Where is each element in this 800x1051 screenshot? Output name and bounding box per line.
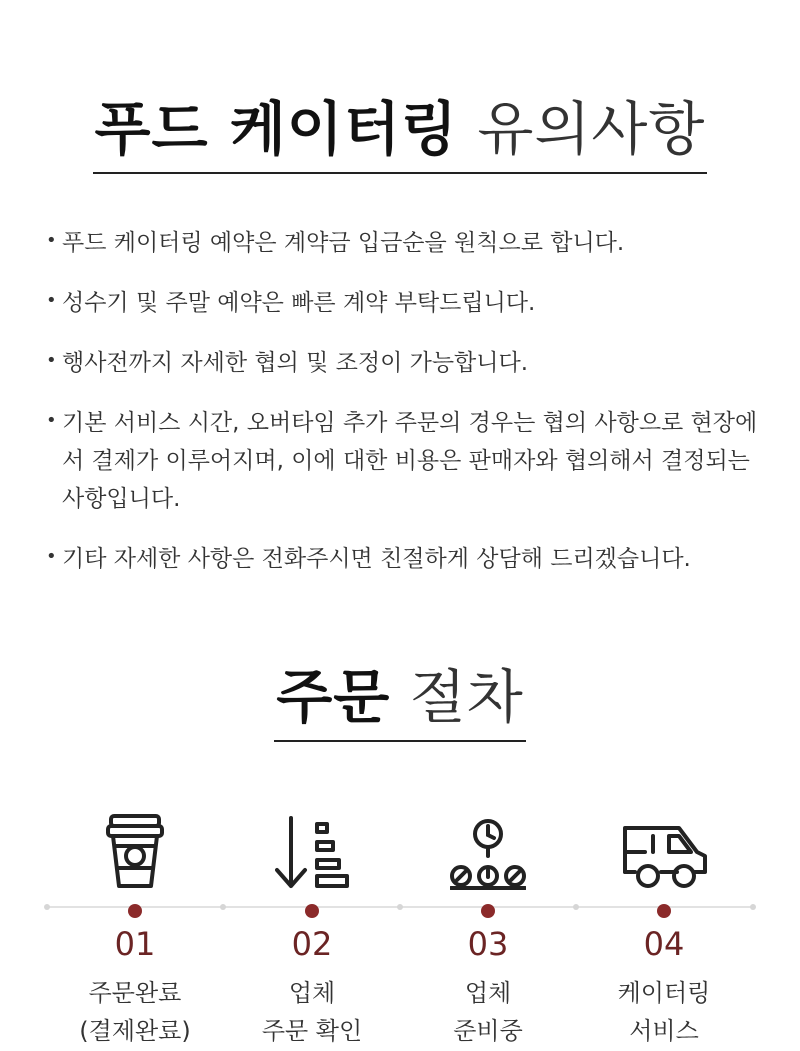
step-number: 01 [114, 925, 156, 963]
step-dot [657, 904, 671, 918]
order-title-light: 절차 [409, 663, 524, 731]
list-item: • 성수기 및 주말 예약은 빠른 계약 부탁드립니다. [46, 290, 536, 316]
notice-title-bold: 푸드 케이터링 [94, 95, 458, 163]
notice-title-light: 유의사항 [477, 95, 706, 163]
order-title-bold: 주문 [276, 663, 391, 731]
notice-title [0, 95, 800, 174]
process-step-3 [398, 808, 578, 1050]
step-number: 03 [467, 925, 509, 963]
truck-icon [574, 808, 754, 890]
step-dot [128, 904, 142, 918]
list-item: • 기타 자세한 사항은 전화주시면 친절하게 상담해 드리겠습니다. [46, 546, 691, 572]
step-label: 주문완료 (결제완료) [79, 979, 191, 1045]
process-step-4 [574, 808, 754, 1050]
process-step-2 [222, 808, 402, 1050]
step-label: 케이터링 서비스 [617, 979, 711, 1045]
sort-icon [222, 808, 402, 890]
process-step-1 [45, 808, 225, 1050]
step-label: 업체 준비중 [453, 979, 523, 1045]
step-dot [305, 904, 319, 918]
clock-process-icon [398, 808, 578, 890]
list-item: • 행사전까지 자세한 협의 및 조정이 가능합니다. [46, 350, 529, 376]
notice-list [46, 224, 766, 600]
list-item: • 기본 서비스 시간, 오버타임 추가 주문의 경우는 협의 사항으로 현장에서 결제가 이루어지며, 이에 대한 비용은 판매자와 협의해서 결정되는 사항입니다. [46, 410, 758, 512]
step-dot [481, 904, 495, 918]
order-process-title [0, 663, 800, 742]
list-item: • 푸드 케이터링 예약은 계약금 입금순을 원칙으로 합니다. [46, 230, 625, 256]
step-number: 04 [643, 925, 685, 963]
step-number: 02 [291, 925, 333, 963]
cup-icon [45, 808, 225, 890]
step-label: 업체 주문 확인 [261, 979, 363, 1045]
